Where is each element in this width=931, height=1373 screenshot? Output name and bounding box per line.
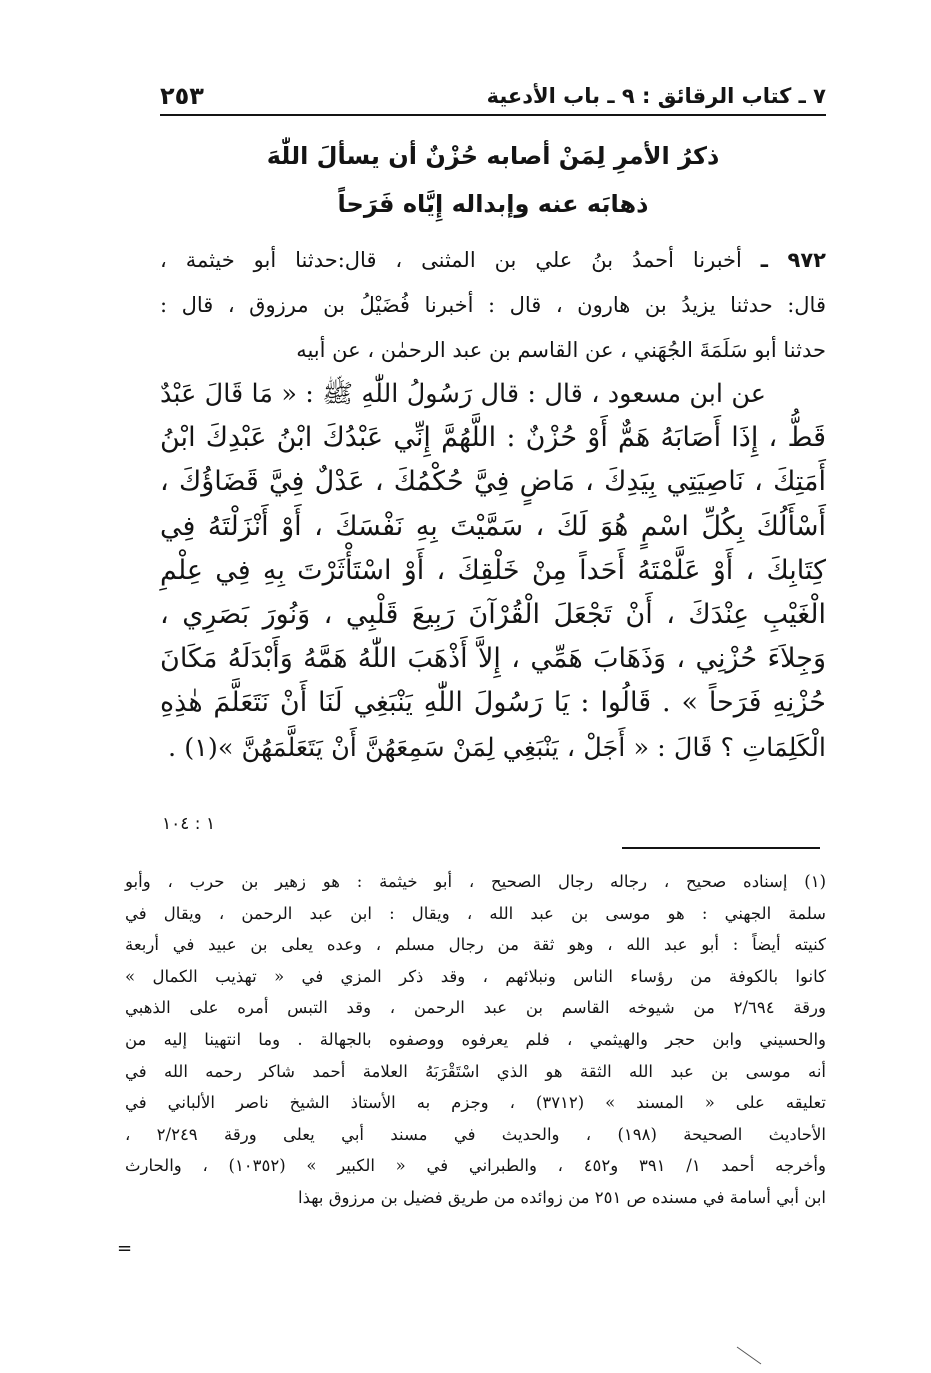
hadith-isnad: [160, 238, 826, 373]
matn-line: كِتَابِكَ ، أَوْ عَلَّمْتَهُ أَحَداً مِنْ خَلْقِكَ ، أَوْ اسْتَأْثَرْتَ بِهِ فِي عِلْمِ: [160, 554, 826, 586]
footnote-line: (١) إسناده صحيح ، رجاله رجال الصحيح ، أبو خيثمة : هو زهير بن حرب ، وأبو: [125, 872, 826, 891]
footnote-line: الأحاديث الصحيحة (١٩٨) ، والحديث في مسند أبي يعلى ورقة ٢/٢٤٩ ،: [125, 1124, 826, 1144]
footnote-line: كنيته أيضاً : أبو عبد الله ، وهو ثقة من رجال مسلم ، وعده يعلى بن عبيد في أربعة: [125, 935, 826, 955]
chapter-title-line-1: ذكرُ الأمرِ لِمَنْ أصابه حُزْنٌ أن يسألَ اللّٰهَ: [266, 142, 720, 170]
matn-line: حُزْنِهِ فَرَحاً » . قَالُوا : يَا رَسُولَ اللّٰهِ يَنْبَغِي لَنَا أَنْ نَتَعَلَّمَ هٰذِهِ: [160, 687, 826, 719]
chapter-title: [160, 132, 826, 228]
footnote-line: ابن أبي أسامة في مسنده ص ٢٥١ من زوائده من طريق فضيل بن مرزوق بهذا: [298, 1187, 826, 1207]
footnotes: [125, 866, 826, 1214]
isnad-line: [160, 238, 826, 283]
matn-line: أَسْأَلُكَ بِكُلِّ اسْمٍ هُوَ لَكَ ، سَمَّيْتَ بِهِ نَفْسَكَ ، أَوْ أَنْزَلْتَهُ فِي: [160, 510, 826, 542]
chapter-title-line-2: ذهابَه عنه وإبداله إِيَّاه فَرَحاً: [337, 190, 649, 218]
matn-line: الْغَيْبِ عِنْدَكَ ، أَنْ تَجْعَلَ الْقُرْآنَ رَبِيعَ قَلْبِي ، وَنُورَ بَصَرِي ،: [160, 599, 826, 631]
footnote-line: ورقة ٢/٦٩٤ من شيوخه القاسم بن عبد الرحمن ، وقد التبس أمره على الذهبي: [125, 998, 826, 1018]
scan-artifact: [735, 1345, 767, 1367]
hadith-reference: ١ : ١٠٤: [162, 814, 216, 834]
footnote-line: والحسيني وابن حجر والهيثمي ، فلم يعرفوه ووصفوه بالجهالة . وما انتهينا إليه من: [125, 1029, 826, 1049]
continuation-mark: =: [117, 1238, 133, 1259]
footnote-separator: [622, 847, 820, 849]
isnad-line: قال: حدثنا يزيدُ بن هارون ، قال : أخبرنا فُضَيْلُ بن مرزوق ، قال :: [160, 293, 826, 317]
page-number: ٢٥٣: [160, 82, 204, 110]
running-title: ٧ ـ كتاب الرقائق : ٩ ـ باب الأدعية: [486, 84, 826, 108]
hadith-matn: [160, 372, 826, 770]
page-header: [160, 78, 826, 116]
footnote-line: تعليقه على « المسند » (٣٧١٢) ، وجزم به الأستاذ الشيخ ناصر الألباني في: [125, 1093, 827, 1113]
matn-line: أَمَتِكَ ، نَاصِيَتِي بِيَدِكَ ، مَاضٍ فِيَّ حُكْمُكَ ، عَدْلٌ فِيَّ قَضَاؤُكَ ،: [160, 466, 826, 498]
hadith-number: ٩٧٢ ـ: [760, 248, 826, 272]
footnote-line: كانوا بالكوفة من رؤساء الناس ونبلائهم ، وقد ذكر المزي في « تهذيب الكمال »: [125, 966, 826, 986]
matn-line: قَطُّ ، إِذَا أَصَابَهُ هَمٌّ أَوْ حُزْنٌ : اللَّهُمَّ إِنِّي عَبْدُكَ ابْنُ عَبْدِكَ ابْنُ: [160, 422, 826, 454]
footnote-line: أنه موسى بن عبد الله الثقة هو الذي اسْتَقْرَبَهُ العلامة أحمد شاكر رحمه الله في: [125, 1061, 826, 1081]
isnad-text: أخبرنا أحمدُ بنُ علي بن المثنى ، قال:حدثنا أبو خيثمة ،: [160, 248, 742, 272]
matn-line: عن ابن مسعود ، قال : قال رَسُولُ اللّٰهِ ﷺ : « مَا قَالَ عَبْدٌ: [160, 379, 766, 409]
matn-line: وَجِلاَءَ حُزْنِي ، وَذَهَابَ هَمِّي ، إِلاَّ أَذْهَبَ اللّٰهُ هَمَّهُ وَأَبْدَلَهُ مَكَانَ: [160, 643, 826, 675]
footnote-line: وأخرجه أحمد ١/ ٣٩١ و٤٥٢ ، والطبراني في « الكبير » (١٠٣٥٢) ، والحارث: [125, 1156, 826, 1176]
footnote-line: سلمة الجهني : هو موسى بن عبد الله ، ويقال : ابن عبد الرحمن ، ويقال في: [125, 903, 826, 923]
isnad-line: حدثنا أبو سَلَمَةَ الجُهَني ، عن القاسم بن عبد الرحمٰن ، عن أبيه: [296, 338, 826, 362]
matn-line: الْكَلِمَاتِ ؟ قَالَ : « أَجَلْ ، يَنْبَغِي لِمَنْ سَمِعَهُنَّ أَنْ يَتَعَلَّمَهُنَّ »(١) .: [168, 732, 826, 763]
